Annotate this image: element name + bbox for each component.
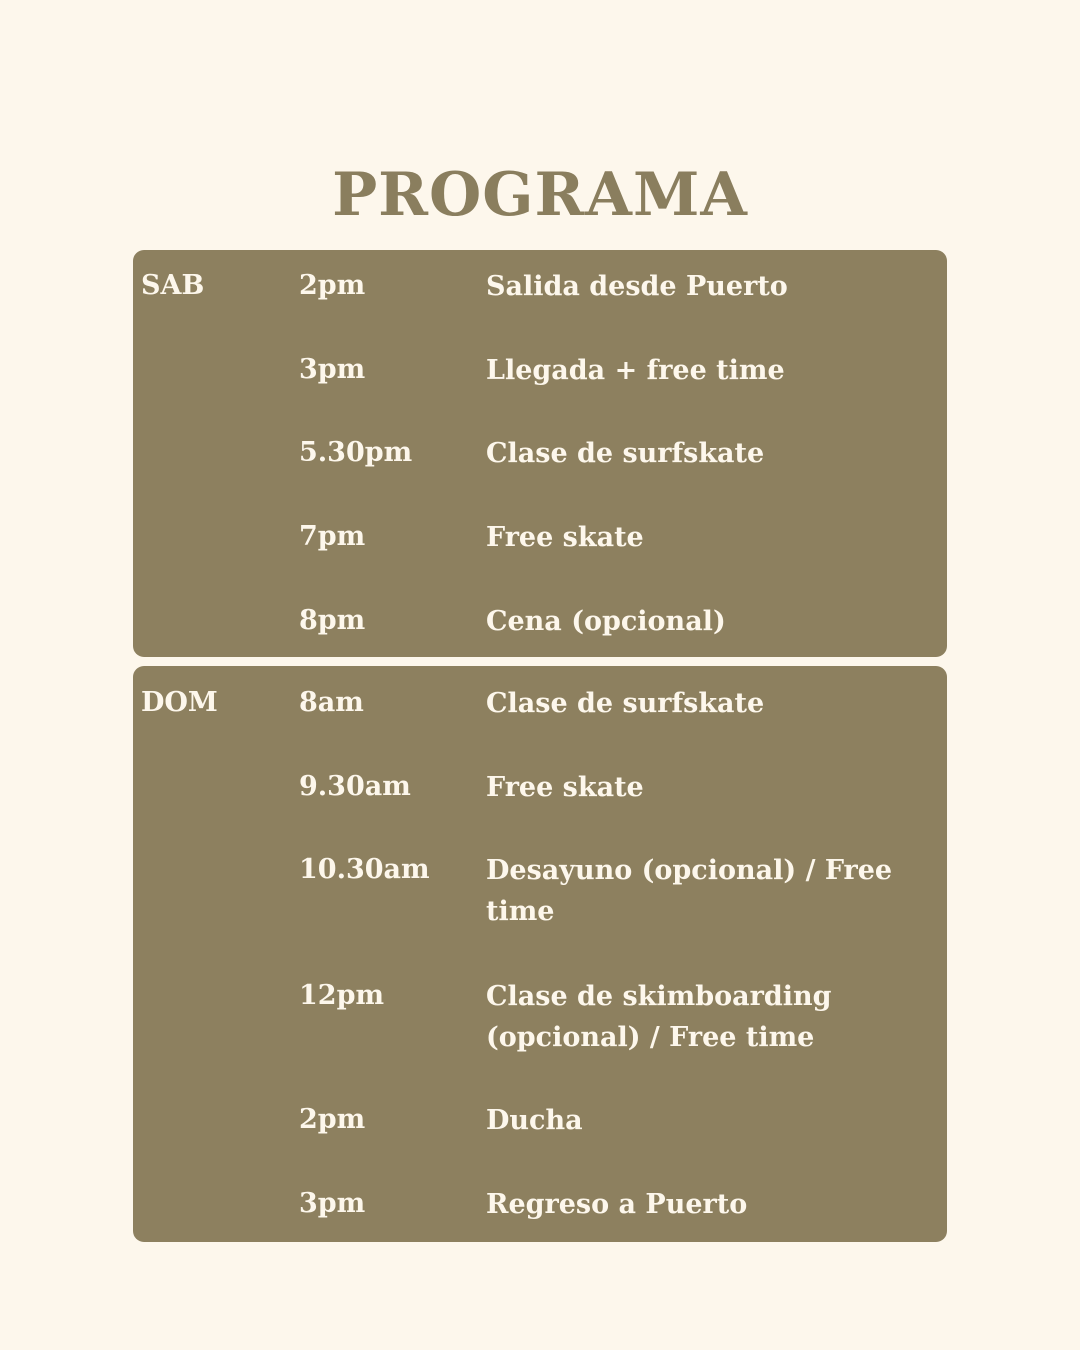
row-time: 3pm bbox=[299, 1188, 366, 1219]
row-activity: Cena (opcional) bbox=[486, 606, 726, 637]
row-activity: Clase de skimboarding (opcional) / Free time bbox=[486, 981, 832, 1053]
row-time: 2pm bbox=[299, 270, 366, 301]
day-block-sab bbox=[133, 250, 947, 657]
row-time: 7pm bbox=[299, 521, 366, 552]
row-time: 8pm bbox=[299, 605, 366, 636]
row-time: 12pm bbox=[299, 980, 385, 1011]
row-activity: Desayuno (opcional) / Free time bbox=[486, 855, 893, 927]
row-activity: Regreso a Puerto bbox=[486, 1189, 748, 1220]
day-label: DOM bbox=[141, 687, 218, 718]
row-time: 10.30am bbox=[299, 854, 430, 885]
row-activity: Salida desde Puerto bbox=[486, 271, 788, 302]
row-time: 5.30pm bbox=[299, 437, 413, 468]
row-activity: Clase de surfskate bbox=[486, 688, 765, 719]
row-activity: Free skate bbox=[486, 772, 644, 803]
day-block-dom bbox=[133, 666, 947, 1242]
row-time: 2pm bbox=[299, 1104, 366, 1135]
row-time: 8am bbox=[299, 687, 364, 718]
day-label: SAB bbox=[141, 270, 205, 301]
row-activity: Llegada + free time bbox=[486, 355, 785, 386]
row-activity: Clase de surfskate bbox=[486, 438, 765, 469]
row-activity: Free skate bbox=[486, 522, 644, 553]
row-time: 9.30am bbox=[299, 771, 411, 802]
row-time: 3pm bbox=[299, 354, 366, 385]
page-title: PROGRAMA bbox=[332, 160, 748, 230]
row-activity: Ducha bbox=[486, 1105, 583, 1136]
